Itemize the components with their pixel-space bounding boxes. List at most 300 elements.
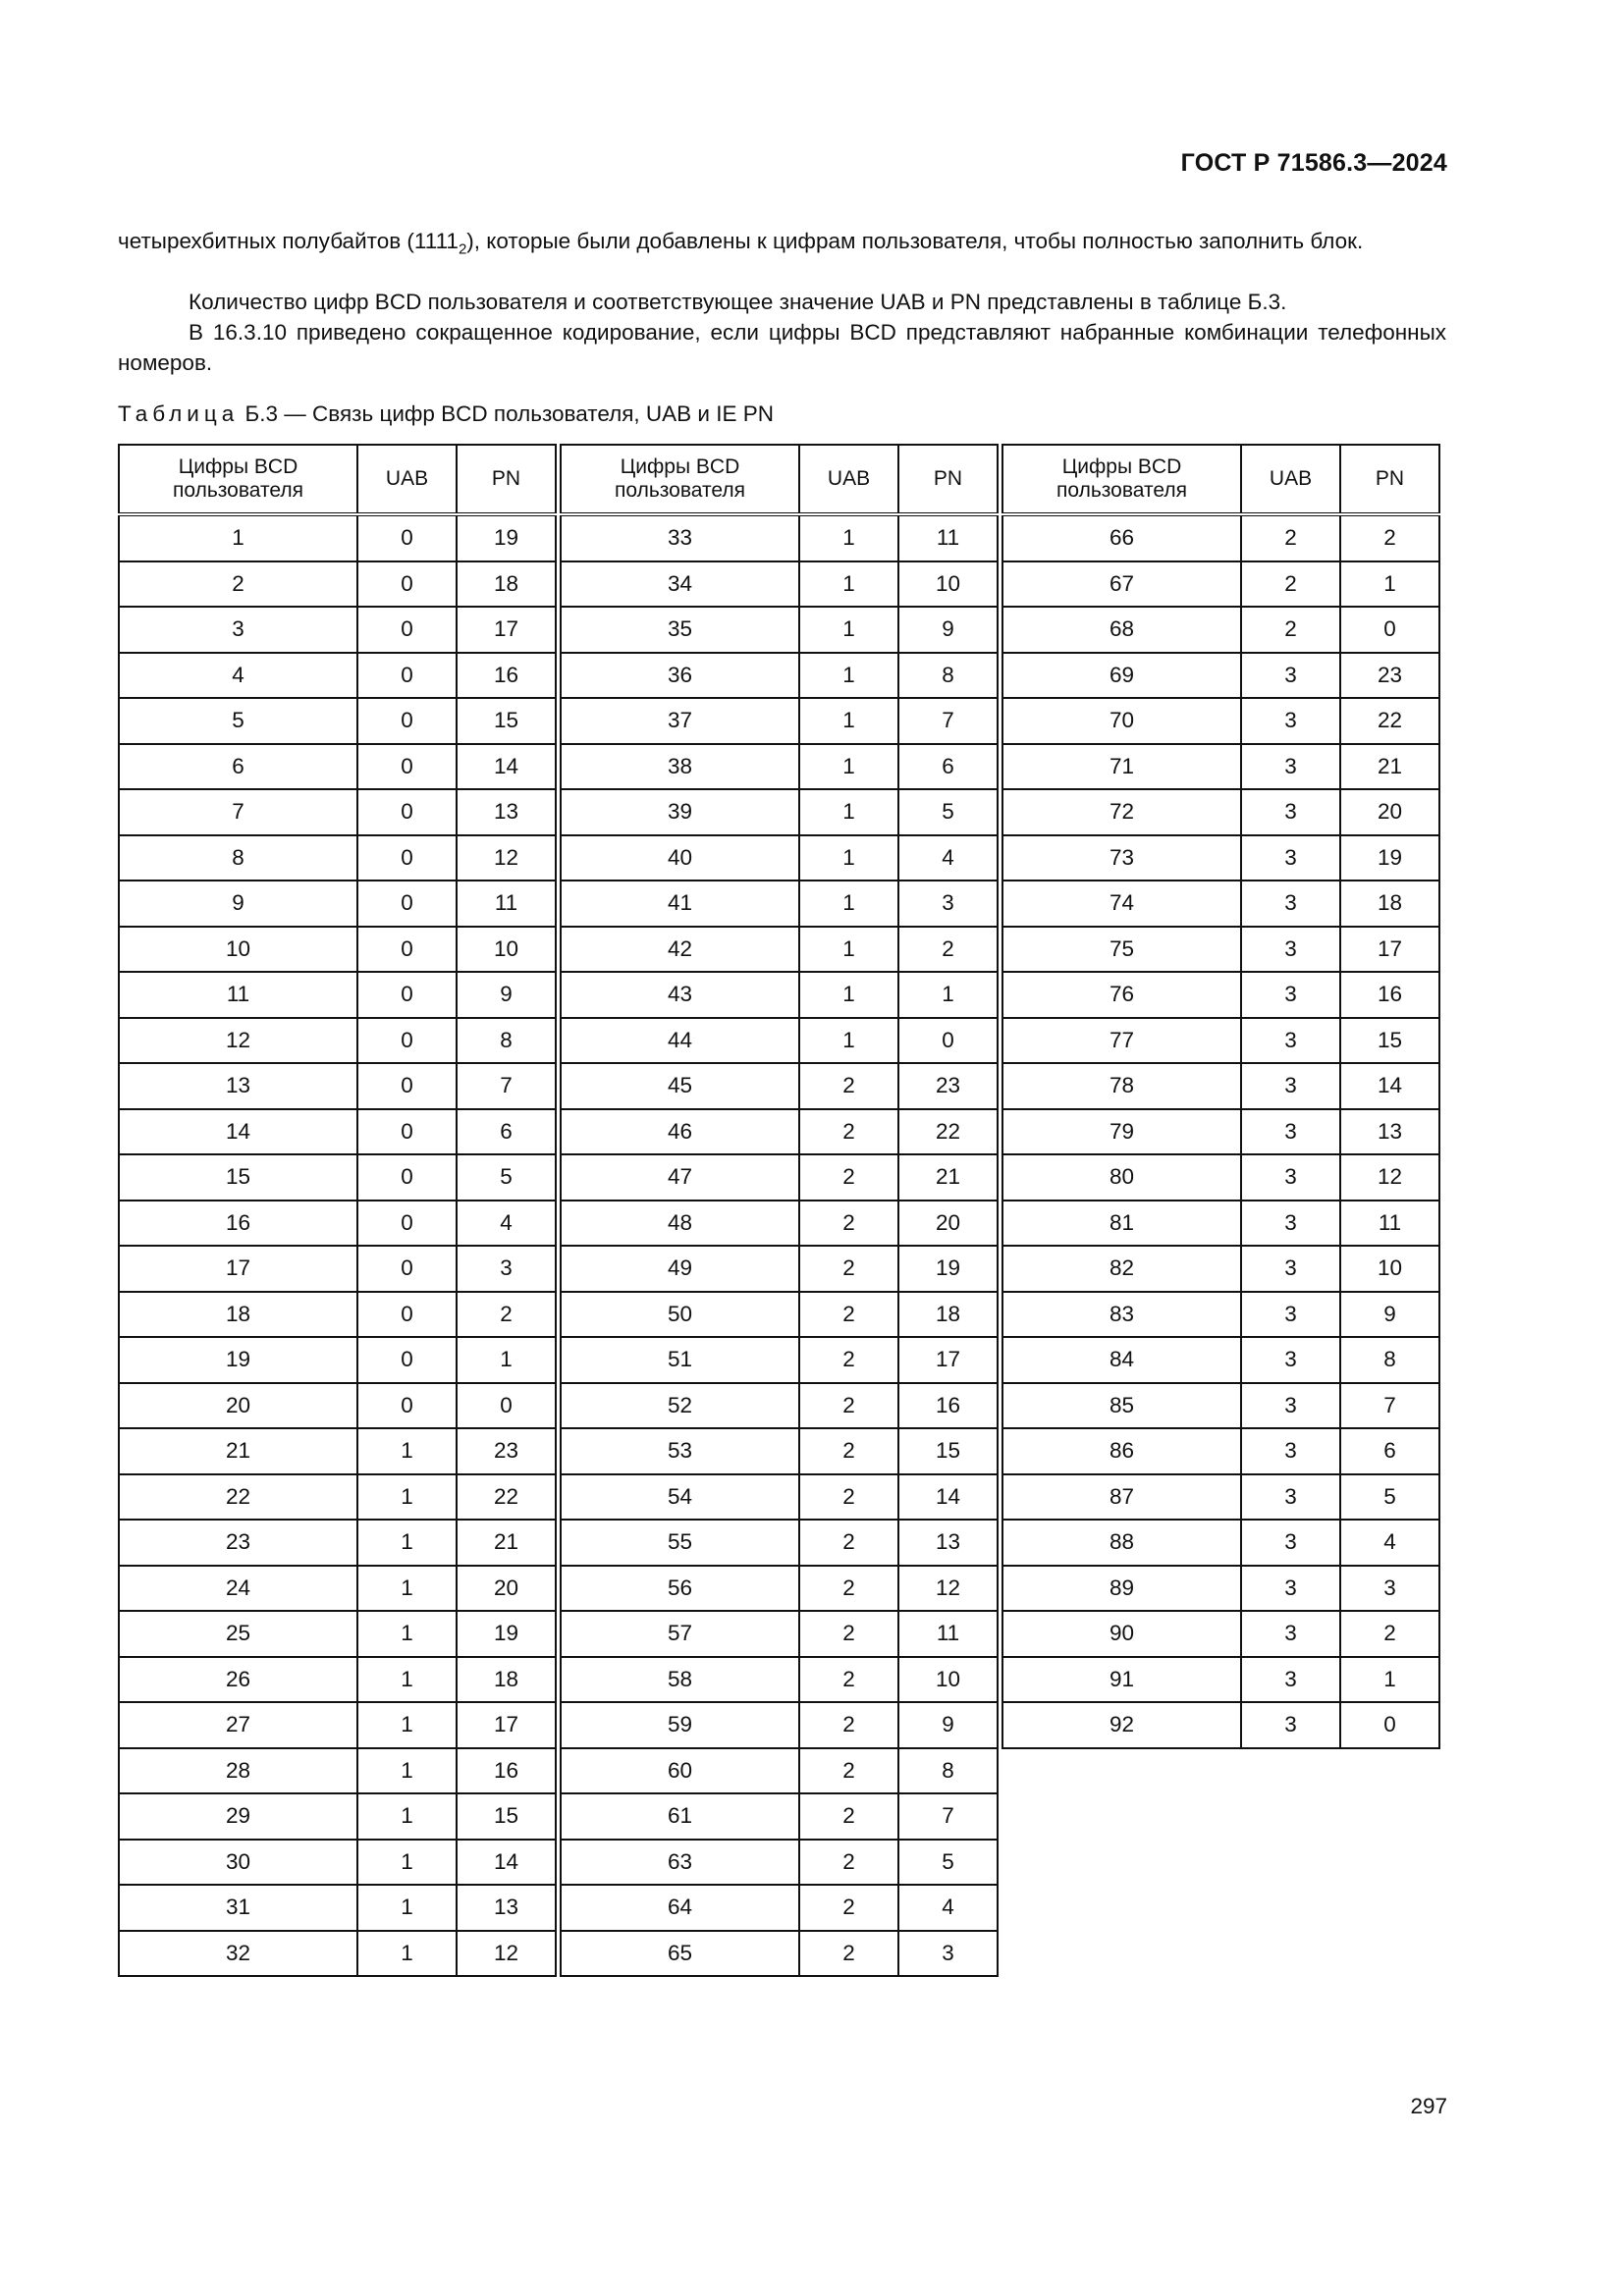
cell-bcd-digits: 44	[561, 1018, 799, 1064]
cell-pn: 4	[898, 1885, 998, 1931]
cell-uab: 2	[799, 1657, 898, 1703]
cell-pn: 23	[898, 1063, 998, 1109]
cell-uab: 0	[357, 653, 457, 699]
table-row	[119, 561, 556, 608]
table-row	[561, 1748, 998, 1794]
cell-pn: 16	[457, 653, 556, 699]
cell-uab: 2	[799, 1383, 898, 1429]
cell-uab: 3	[1241, 1657, 1340, 1703]
cell-uab: 0	[357, 561, 457, 608]
cell-bcd-digits: 65	[561, 1931, 799, 1977]
table-row	[119, 698, 556, 744]
table-row	[561, 1109, 998, 1155]
cell-bcd-digits: 73	[1002, 835, 1241, 881]
table-row	[561, 835, 998, 881]
cell-uab: 0	[357, 972, 457, 1018]
table-row	[119, 1201, 556, 1247]
cell-uab: 2	[799, 1292, 898, 1338]
cell-pn: 1	[898, 972, 998, 1018]
cell-pn: 5	[898, 1840, 998, 1886]
cell-pn: 9	[898, 1702, 998, 1748]
cell-pn: 17	[457, 607, 556, 653]
table-row	[119, 1702, 556, 1748]
cell-uab: 1	[799, 514, 898, 561]
table-row	[1002, 698, 1439, 744]
cell-uab: 1	[357, 1793, 457, 1840]
table-row	[119, 653, 556, 699]
table-row	[119, 744, 556, 790]
page-number: 297	[1410, 2094, 1447, 2118]
table-row	[561, 607, 998, 653]
table-row	[119, 1383, 556, 1429]
table-row	[561, 1611, 998, 1657]
table-row	[561, 1840, 998, 1886]
cell-uab: 2	[799, 1840, 898, 1886]
cell-bcd-digits: 31	[119, 1885, 357, 1931]
table-row	[561, 514, 998, 561]
table-row	[1002, 835, 1439, 881]
cell-bcd-digits: 60	[561, 1748, 799, 1794]
cell-uab: 0	[357, 835, 457, 881]
cell-uab: 3	[1241, 835, 1340, 881]
cell-bcd-digits: 8	[119, 835, 357, 881]
cell-pn: 7	[1340, 1383, 1439, 1429]
cell-pn: 1	[457, 1337, 556, 1383]
cell-pn: 2	[1340, 514, 1439, 561]
table-row	[1002, 561, 1439, 608]
cell-pn: 13	[457, 789, 556, 835]
cell-bcd-digits: 61	[561, 1793, 799, 1840]
cell-bcd-digits: 24	[119, 1566, 357, 1612]
cell-uab: 2	[799, 1748, 898, 1794]
table-row	[1002, 972, 1439, 1018]
table-row	[119, 1428, 556, 1474]
cell-uab: 0	[357, 881, 457, 927]
paragraph-3: В 16.3.10 приведено сокращенное кодирование, если цифры BCD представляют набранные комбинации телефонных номеров.	[118, 320, 1446, 375]
header-pn: PN	[457, 445, 556, 514]
cell-pn: 4	[1340, 1520, 1439, 1566]
cell-pn: 12	[898, 1566, 998, 1612]
cell-bcd-digits: 19	[119, 1337, 357, 1383]
cell-bcd-digits: 58	[561, 1657, 799, 1703]
table-row	[119, 1109, 556, 1155]
cell-uab: 2	[799, 1793, 898, 1840]
cell-bcd-digits: 52	[561, 1383, 799, 1429]
cell-bcd-digits: 4	[119, 653, 357, 699]
cell-bcd-digits: 3	[119, 607, 357, 653]
table-row	[119, 1657, 556, 1703]
table-header-row	[561, 445, 998, 514]
table-row	[1002, 881, 1439, 927]
cell-bcd-digits: 82	[1002, 1246, 1241, 1292]
cell-bcd-digits: 63	[561, 1840, 799, 1886]
table-caption: Таблица Б.3 — Связь цифр BCD пользователя, UAB и IE PN	[118, 401, 775, 426]
cell-bcd-digits: 80	[1002, 1154, 1241, 1201]
cell-uab: 3	[1241, 1566, 1340, 1612]
cell-pn: 9	[898, 607, 998, 653]
cell-uab: 2	[799, 1931, 898, 1977]
cell-pn: 6	[898, 744, 998, 790]
cell-uab: 3	[1241, 927, 1340, 973]
cell-uab: 0	[357, 698, 457, 744]
cell-pn: 9	[1340, 1292, 1439, 1338]
cell-bcd-digits: 74	[1002, 881, 1241, 927]
cell-bcd-digits: 64	[561, 1885, 799, 1931]
table-row	[561, 1474, 998, 1521]
cell-uab: 1	[799, 1018, 898, 1064]
cell-uab: 1	[799, 698, 898, 744]
table-row	[561, 927, 998, 973]
cell-uab: 2	[799, 1520, 898, 1566]
table-row	[561, 1292, 998, 1338]
cell-pn: 18	[898, 1292, 998, 1338]
cell-uab: 3	[1241, 1702, 1340, 1748]
cell-pn: 0	[457, 1383, 556, 1429]
cell-pn: 7	[457, 1063, 556, 1109]
table-header-row	[1002, 445, 1439, 514]
table-row	[119, 1885, 556, 1931]
cell-uab: 1	[799, 835, 898, 881]
cell-uab: 1	[357, 1474, 457, 1521]
cell-uab: 1	[357, 1520, 457, 1566]
cell-bcd-digits: 71	[1002, 744, 1241, 790]
header-uab: UAB	[799, 445, 898, 514]
table-row	[561, 1201, 998, 1247]
table-row	[119, 1154, 556, 1201]
cell-pn: 22	[898, 1109, 998, 1155]
cell-pn: 11	[457, 881, 556, 927]
table-row	[119, 1337, 556, 1383]
cell-pn: 10	[457, 927, 556, 973]
table-row	[1002, 1018, 1439, 1064]
cell-uab: 1	[357, 1748, 457, 1794]
cell-pn: 20	[457, 1566, 556, 1612]
header-uab: UAB	[1241, 445, 1340, 514]
cell-bcd-digits: 91	[1002, 1657, 1241, 1703]
cell-bcd-digits: 27	[119, 1702, 357, 1748]
cell-uab: 3	[1241, 1292, 1340, 1338]
table-row	[561, 1657, 998, 1703]
cell-pn: 11	[898, 514, 998, 561]
document-id: ГОСТ Р 71586.3—2024	[1180, 149, 1447, 177]
cell-bcd-digits: 50	[561, 1292, 799, 1338]
table-row	[1002, 1611, 1439, 1657]
cell-bcd-digits: 70	[1002, 698, 1241, 744]
cell-bcd-digits: 1	[119, 514, 357, 561]
cell-uab: 3	[1241, 1428, 1340, 1474]
table-row	[1002, 1109, 1439, 1155]
table-header-row	[119, 445, 556, 514]
table-row	[119, 1931, 556, 1977]
cell-uab: 0	[357, 1063, 457, 1109]
cell-uab: 0	[357, 1246, 457, 1292]
cell-bcd-digits: 36	[561, 653, 799, 699]
table-row	[1002, 1474, 1439, 1521]
cell-bcd-digits: 40	[561, 835, 799, 881]
cell-uab: 0	[357, 1109, 457, 1155]
table-row	[1002, 1383, 1439, 1429]
table-row	[119, 1520, 556, 1566]
cell-bcd-digits: 84	[1002, 1337, 1241, 1383]
cell-bcd-digits: 21	[119, 1428, 357, 1474]
cell-bcd-digits: 92	[1002, 1702, 1241, 1748]
cell-uab: 1	[799, 972, 898, 1018]
cell-uab: 1	[799, 744, 898, 790]
table-row	[561, 561, 998, 608]
cell-pn: 21	[898, 1154, 998, 1201]
table-row	[119, 607, 556, 653]
table-row	[119, 1748, 556, 1794]
cell-pn: 10	[898, 561, 998, 608]
cell-bcd-digits: 90	[1002, 1611, 1241, 1657]
cell-bcd-digits: 75	[1002, 927, 1241, 973]
cell-pn: 9	[457, 972, 556, 1018]
cell-bcd-digits: 23	[119, 1520, 357, 1566]
cell-bcd-digits: 25	[119, 1611, 357, 1657]
cell-bcd-digits: 14	[119, 1109, 357, 1155]
cell-bcd-digits: 2	[119, 561, 357, 608]
cell-pn: 23	[1340, 653, 1439, 699]
table-row	[1002, 1702, 1439, 1748]
cell-pn: 6	[1340, 1428, 1439, 1474]
table-row	[119, 1793, 556, 1840]
table-row	[1002, 1428, 1439, 1474]
cell-pn: 19	[1340, 835, 1439, 881]
table-row	[561, 1566, 998, 1612]
cell-pn: 20	[1340, 789, 1439, 835]
cell-uab: 1	[799, 881, 898, 927]
cell-bcd-digits: 38	[561, 744, 799, 790]
cell-bcd-digits: 32	[119, 1931, 357, 1977]
cell-bcd-digits: 57	[561, 1611, 799, 1657]
cell-pn: 18	[457, 561, 556, 608]
cell-bcd-digits: 15	[119, 1154, 357, 1201]
cell-bcd-digits: 83	[1002, 1292, 1241, 1338]
cell-pn: 4	[898, 835, 998, 881]
bcd-table-part-1	[118, 444, 557, 1977]
cell-bcd-digits: 49	[561, 1246, 799, 1292]
cell-pn: 8	[898, 653, 998, 699]
table-row	[561, 972, 998, 1018]
cell-pn: 15	[457, 1793, 556, 1840]
cell-pn: 6	[457, 1109, 556, 1155]
table-row	[119, 1474, 556, 1521]
cell-pn: 0	[1340, 1702, 1439, 1748]
cell-uab: 0	[357, 1018, 457, 1064]
cell-uab: 1	[357, 1885, 457, 1931]
cell-uab: 3	[1241, 744, 1340, 790]
cell-bcd-digits: 13	[119, 1063, 357, 1109]
cell-bcd-digits: 51	[561, 1337, 799, 1383]
cell-pn: 22	[1340, 698, 1439, 744]
table-row	[561, 1931, 998, 1977]
cell-pn: 16	[898, 1383, 998, 1429]
table-row	[119, 881, 556, 927]
cell-bcd-digits: 54	[561, 1474, 799, 1521]
cell-bcd-digits: 29	[119, 1793, 357, 1840]
cell-bcd-digits: 41	[561, 881, 799, 927]
cell-pn: 3	[898, 881, 998, 927]
cell-pn: 21	[1340, 744, 1439, 790]
cell-pn: 3	[457, 1246, 556, 1292]
cell-pn: 11	[1340, 1201, 1439, 1247]
cell-bcd-digits: 30	[119, 1840, 357, 1886]
cell-bcd-digits: 87	[1002, 1474, 1241, 1521]
table-row	[1002, 1566, 1439, 1612]
table-row	[561, 1383, 998, 1429]
cell-pn: 10	[898, 1657, 998, 1703]
cell-bcd-digits: 76	[1002, 972, 1241, 1018]
cell-uab: 3	[1241, 1154, 1340, 1201]
cell-pn: 19	[457, 1611, 556, 1657]
cell-pn: 7	[898, 1793, 998, 1840]
table-row	[1002, 1246, 1439, 1292]
table-row	[119, 789, 556, 835]
table-row	[119, 1018, 556, 1064]
table-row	[1002, 1337, 1439, 1383]
cell-bcd-digits: 77	[1002, 1018, 1241, 1064]
cell-pn: 5	[457, 1154, 556, 1201]
paragraph-2: Количество цифр BCD пользователя и соответствующее значение UAB и PN представлены в таблице Б.3.	[189, 290, 1287, 314]
cell-uab: 1	[799, 653, 898, 699]
table-row	[1002, 514, 1439, 561]
cell-uab: 1	[799, 927, 898, 973]
cell-pn: 20	[898, 1201, 998, 1247]
table-row	[561, 881, 998, 927]
table-row	[119, 1566, 556, 1612]
paragraph-1: четырехбитных полубайтов $(1111_2)$, которые были добавлены к цифрам пользователя, чтобы полностью заполнить блок.	[118, 229, 1364, 258]
cell-uab: 2	[1241, 607, 1340, 653]
table-row	[1002, 653, 1439, 699]
header-digits: Цифры BCD пользователя	[119, 445, 357, 514]
header-uab: UAB	[357, 445, 457, 514]
cell-uab: 1	[799, 607, 898, 653]
table-row	[561, 1063, 998, 1109]
cell-uab: 3	[1241, 1063, 1340, 1109]
table-row	[561, 1337, 998, 1383]
cell-pn: 19	[457, 514, 556, 561]
cell-pn: 15	[457, 698, 556, 744]
cell-bcd-digits: 43	[561, 972, 799, 1018]
cell-pn: 22	[457, 1474, 556, 1521]
cell-bcd-digits: 9	[119, 881, 357, 927]
table-row	[1002, 789, 1439, 835]
cell-uab: 2	[799, 1246, 898, 1292]
table-row	[561, 1702, 998, 1748]
bcd-table-part-3	[1001, 444, 1440, 1749]
cell-bcd-digits: 56	[561, 1566, 799, 1612]
cell-pn: 0	[1340, 607, 1439, 653]
cell-uab: 3	[1241, 1109, 1340, 1155]
cell-uab: 3	[1241, 1201, 1340, 1247]
table-row	[119, 1063, 556, 1109]
cell-pn: 4	[457, 1201, 556, 1247]
cell-uab: 3	[1241, 653, 1340, 699]
cell-bcd-digits: 33	[561, 514, 799, 561]
cell-pn: 18	[1340, 881, 1439, 927]
cell-uab: 1	[357, 1428, 457, 1474]
cell-bcd-digits: 22	[119, 1474, 357, 1521]
cell-bcd-digits: 81	[1002, 1201, 1241, 1247]
header-digits: Цифры BCD пользователя	[1002, 445, 1241, 514]
cell-uab: 2	[799, 1611, 898, 1657]
table-row	[119, 514, 556, 561]
cell-pn: 15	[898, 1428, 998, 1474]
cell-uab: 0	[357, 1383, 457, 1429]
cell-uab: 2	[799, 1566, 898, 1612]
cell-pn: 7	[898, 698, 998, 744]
cell-pn: 12	[457, 835, 556, 881]
cell-uab: 2	[799, 1885, 898, 1931]
table-row	[561, 698, 998, 744]
cell-pn: 1	[1340, 1657, 1439, 1703]
cell-uab: 3	[1241, 1474, 1340, 1521]
cell-pn: 13	[898, 1520, 998, 1566]
table-row	[119, 1840, 556, 1886]
cell-bcd-digits: 67	[1002, 561, 1241, 608]
table-row	[1002, 744, 1439, 790]
cell-uab: 1	[357, 1657, 457, 1703]
cell-uab: 1	[357, 1931, 457, 1977]
cell-uab: 0	[357, 927, 457, 973]
cell-uab: 1	[799, 561, 898, 608]
table-row	[561, 1885, 998, 1931]
cell-bcd-digits: 48	[561, 1201, 799, 1247]
cell-uab: 1	[357, 1840, 457, 1886]
table-row	[119, 1246, 556, 1292]
cell-bcd-digits: 85	[1002, 1383, 1241, 1429]
cell-bcd-digits: 16	[119, 1201, 357, 1247]
cell-pn: 10	[1340, 1246, 1439, 1292]
subscript: 2	[458, 240, 467, 258]
cell-uab: 0	[357, 1337, 457, 1383]
cell-bcd-digits: 55	[561, 1520, 799, 1566]
cell-uab: 2	[1241, 514, 1340, 561]
cell-pn: 5	[898, 789, 998, 835]
cell-uab: 2	[799, 1428, 898, 1474]
cell-pn: 8	[1340, 1337, 1439, 1383]
cell-uab: 2	[799, 1337, 898, 1383]
cell-pn: 17	[457, 1702, 556, 1748]
cell-bcd-digits: 37	[561, 698, 799, 744]
cell-pn: 2	[457, 1292, 556, 1338]
cell-uab: 3	[1241, 881, 1340, 927]
cell-pn: 13	[1340, 1109, 1439, 1155]
cell-bcd-digits: 26	[119, 1657, 357, 1703]
table-row	[561, 789, 998, 835]
cell-uab: 0	[357, 1201, 457, 1247]
table-row	[561, 653, 998, 699]
cell-pn: 21	[457, 1520, 556, 1566]
cell-bcd-digits: 12	[119, 1018, 357, 1064]
table-row	[561, 1793, 998, 1840]
cell-bcd-digits: 6	[119, 744, 357, 790]
header-digits: Цифры BCD пользователя	[561, 445, 799, 514]
cell-bcd-digits: 72	[1002, 789, 1241, 835]
cell-bcd-digits: 66	[1002, 514, 1241, 561]
header-pn: PN	[1340, 445, 1439, 514]
cell-bcd-digits: 10	[119, 927, 357, 973]
cell-bcd-digits: 42	[561, 927, 799, 973]
cell-uab: 2	[799, 1109, 898, 1155]
table-row	[1002, 927, 1439, 973]
cell-uab: 0	[357, 1292, 457, 1338]
cell-pn: 19	[898, 1246, 998, 1292]
cell-uab: 3	[1241, 1246, 1340, 1292]
cell-uab: 1	[799, 789, 898, 835]
cell-uab: 3	[1241, 1520, 1340, 1566]
cell-uab: 3	[1241, 789, 1340, 835]
